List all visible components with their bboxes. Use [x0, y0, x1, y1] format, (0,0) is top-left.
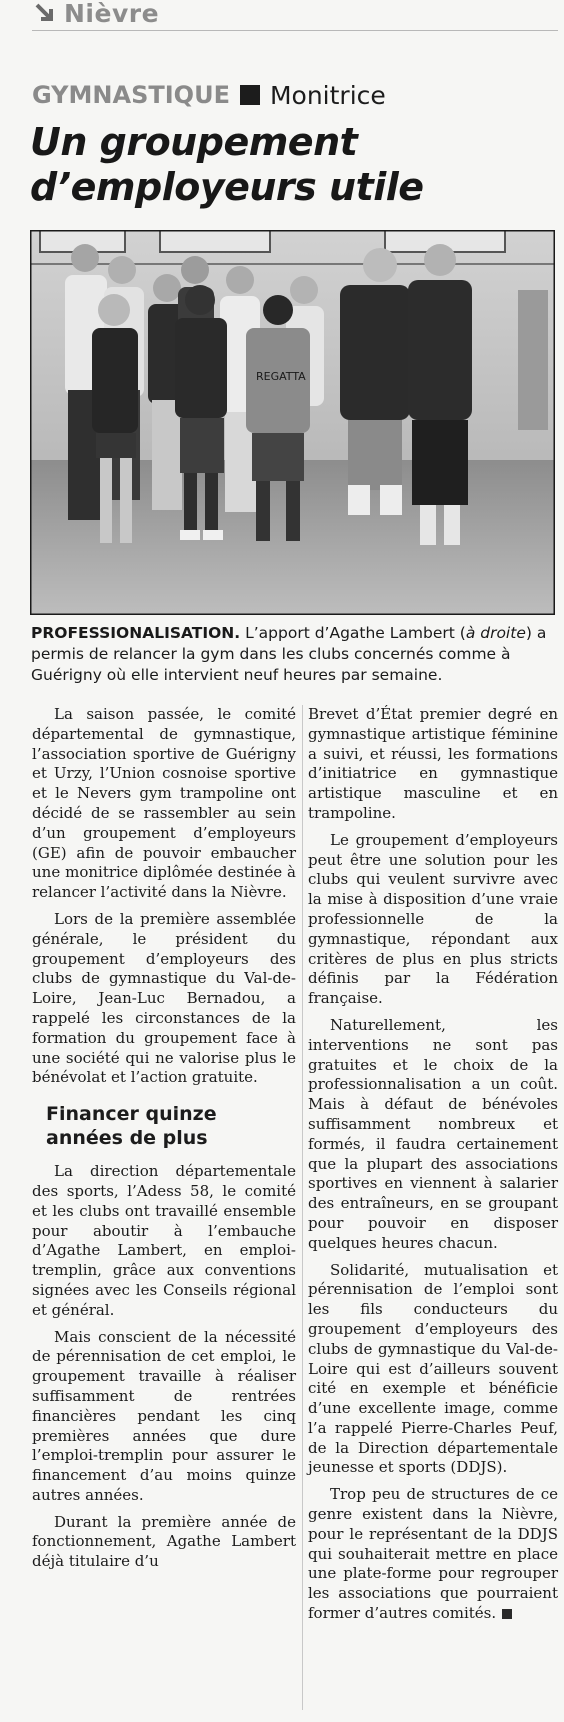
caption-credit: à droite: [465, 624, 526, 642]
article-paragraph-continued: Brevet d’État premier degré en gymnastique artistique féminine a suivi, et réussi, les formations d’initiatrice en gymnastique artistique masculine et en trampoline.: [308, 705, 558, 822]
section-title: Nièvre: [64, 0, 160, 26]
caption-lead: PROFESSIONALISATION.: [31, 624, 241, 642]
article-paragraph: Mais conscient de la nécessité de pérennisation de cet emploi, le groupement travaille à réaliser suffisamment de rentrées financières pendant les cinq premières années que dure l’emploi-tremplin pour assurer le financement d’au moins quinze autres années.: [32, 1327, 296, 1504]
article-paragraph: Solidarité, mutualisation et pérennisation de l’emploi sont les fils conducteurs du groupement d’employeurs des clubs de gymnastique du Val-de-Loire qui est d’ailleurs souvent cité en exemple et bénéficie d’une excellente image, comme l’a rappelé Pierre-Charles Peuf, de la Direction départementale jeunesse et sports (DDJS).: [308, 1260, 558, 1477]
article-column-right: [308, 705, 558, 1631]
kicker: [32, 80, 386, 110]
article-paragraph: Durant la première année de fonctionnement, Agathe Lambert déjà titulaire d’u: [32, 1512, 296, 1571]
end-of-article-icon: [502, 1609, 512, 1619]
final-paragraph-text: Trop peu de structures de ce genre existent dans la Nièvre, pour le représentant de la DDJS qui souhaiterait mettre en place une plate-forme pour regrouper les associations que pourraient former d’autres comités.: [308, 1485, 558, 1623]
caption-text-2: ) a permis de relancer la gym dans les clubs concernés comme à Guérigny où elle intervient neuf heures par semaine.: [31, 624, 547, 684]
kicker-topic: GYMNASTIQUE: [32, 81, 230, 109]
article-paragraph: Lors de la première assemblée générale, le président du groupement d’employeurs des clubs de gymnastique du Val-de-Loire, Jean-Luc Bernadou, a rappelé les circonstances de la formation du groupement face à une société qui ne valorise plus le bénévolat et l’action gratuite.: [32, 909, 296, 1087]
kicker-subtopic: Monitrice: [269, 80, 386, 110]
article-paragraph: La saison passée, le comité départemental de gymnastique, l’association sportive de Guérigny et Urzy, l’Union cosnoise sportive et le Nevers gym trampoline ont décidé de se rassembler au sein d’un groupement d’employeurs (GE) afin de pouvoir embaucher une monitrice diplômée destinée à relancer l’activité dans la Nièvre.: [32, 705, 296, 902]
article-paragraph: Naturellement, les interventions ne sont pas gratuites et le choix de la professionnalisation a un coût. Mais à défaut de bénévoles suffisamment nombreux et formés, il faudra certainement que la plupart des associations sportives en viennent à salarier des entraîneurs, en se groupant pour pouvoir en disposer quelques heures chacun.: [308, 1015, 558, 1252]
section-header: [34, 0, 159, 26]
article-paragraph-final: [308, 1485, 558, 1624]
header-divider: [32, 30, 558, 31]
kicker-square-icon: [240, 85, 260, 105]
article-subhead: Financer quinze années de plus: [46, 1103, 217, 1150]
article-paragraph: La direction départementale des sports, l’Adess 58, le comité et les clubs ont travaillé ensemble pour aboutir à l’embauche d’Agathe Lambert, en emploi-tremplin, grâce aux conventions signées avec les Conseils régional et général.: [32, 1162, 296, 1319]
shirt-text: REGATTA: [256, 370, 306, 383]
caption-text-1: L’apport d’Agathe Lambert (: [240, 624, 466, 642]
diagonal-arrow-icon: [34, 2, 56, 24]
headline: Un groupement d’employeurs utile: [30, 120, 424, 209]
photo-caption: [31, 623, 556, 686]
column-rule: [302, 705, 303, 1710]
group-photo-image: [30, 230, 555, 615]
article-column-left: [32, 705, 296, 1579]
article-paragraph: Le groupement d’employeurs peut être une solution pour les clubs qui veulent survivre avec la mise à disposition d’une vraie professionnelle de la gymnastique, répondant aux critères de plus en plus stricts définis par la Fédération française.: [308, 830, 558, 1008]
group-photo: [30, 230, 555, 615]
